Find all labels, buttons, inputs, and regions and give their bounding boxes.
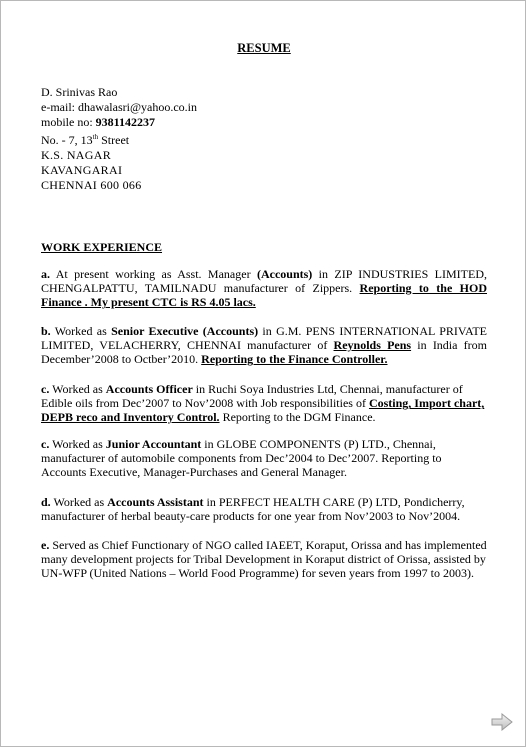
item-marker: b.: [41, 324, 51, 338]
item-text: in ZIP INDUSTRIES LIMITED, CHENGALPATTU, TAMILNADU manufacturer of Zippers.: [41, 267, 487, 296]
contact-email: e-mail: dhawalasri@yahoo.co.in: [41, 100, 197, 114]
item-text: Worked as: [50, 324, 112, 338]
item-role: Accounts Assistant: [107, 495, 204, 509]
item-text: Reporting to the DGM Finance.: [219, 410, 376, 425]
item-brand: Reynolds Pens: [333, 338, 412, 353]
mobile-number: 9381142237: [95, 115, 156, 129]
item-text: Served as Chief Functionary of NGO called IAEET, Koraput, Orissa and has implemented many development projects for Tribal Development in Koraput district of Orissa, assisted by UN-WFP (United Nations – World Food Programme) for seven years from 1997 to 2003).: [41, 538, 487, 581]
item-text: At present working as Asst. Manager: [50, 267, 257, 281]
street-word: Street: [98, 133, 130, 147]
contact-locality: KAVANGARAI: [41, 163, 123, 177]
item-text: Worked as: [49, 437, 106, 451]
contact-city: CHENNAI 600 066: [41, 178, 142, 192]
item-text: in GLOBE COMPONENTS (P) LTD., Chennai, manufacturer of automobile components from Dec’2004 to Dec’2007. Reporting to Accounts Executive, Manager-Purchases and General Manager.: [41, 437, 442, 480]
contact-street: [41, 130, 197, 148]
section-heading-work-experience: WORK EXPERIENCE: [41, 240, 163, 254]
street-suffix: th: [92, 133, 99, 141]
experience-item: [41, 437, 487, 480]
experience-item: [41, 324, 487, 367]
experience-item: [41, 538, 487, 581]
item-marker: d.: [41, 495, 51, 509]
page-title: RESUME: [237, 41, 291, 55]
item-text: Worked as: [50, 495, 108, 509]
experience-item: [41, 267, 487, 310]
item-highlight: Reporting to the HOD Finance . My present CTC is RS 4.05 lacs.: [41, 281, 487, 310]
item-highlight: Reporting to the Finance Controller.: [201, 352, 388, 367]
experience-item: [41, 495, 487, 523]
item-role: Senior Executive (Accounts): [111, 324, 259, 338]
contact-block: [41, 85, 197, 193]
experience-item: [41, 382, 487, 425]
item-text: in G.M. PENS INTERNATIONAL PRIVATE LIMITED, VELACHERRY, CHENNAI manufacturer of: [41, 324, 487, 353]
item-role: Junior Accountant: [105, 437, 202, 451]
item-marker: e.: [41, 538, 50, 552]
item-highlight: Costing, Import chart, DEPB reco and Inventory Control.: [41, 396, 485, 425]
contact-area: K.S. NAGAR: [41, 148, 112, 162]
item-marker: c.: [41, 437, 50, 451]
item-text: Worked as: [49, 382, 106, 396]
next-page-arrow-icon[interactable]: [491, 713, 513, 731]
item-text: in Ruchi Soya Industries Ltd, Chennai, manufacturer of Edible oils from Dec’2007 to Nov’2008 with Job responsibilities of: [41, 382, 463, 411]
contact-name: D. Srinivas Rao: [41, 85, 118, 99]
item-text: in India from December’2008 to Octber’2010.: [41, 338, 487, 367]
item-role: (Accounts): [256, 267, 313, 281]
item-marker: a.: [41, 267, 50, 281]
street-number: No. - 7, 13: [41, 133, 93, 147]
mobile-label: mobile no:: [41, 115, 96, 129]
item-marker: c.: [41, 382, 50, 396]
item-text: in PERFECT HEALTH CARE (P) LTD, Pondicherry, manufacturer of herbal beauty-care products for one year from Nov’2003 to Nov’2004.: [41, 495, 465, 524]
contact-mobile: [41, 115, 197, 130]
item-role: Accounts Officer: [105, 382, 193, 396]
